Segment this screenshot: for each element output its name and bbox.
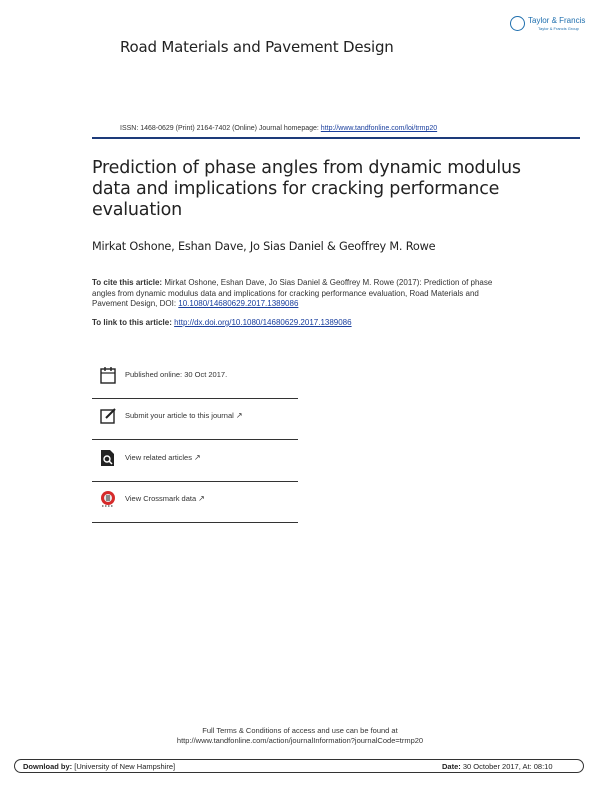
article-link-line xyxy=(92,318,352,327)
external-link-icon: ↗ xyxy=(193,453,201,462)
row-divider xyxy=(92,522,298,523)
citation-label: To cite this article: xyxy=(92,278,163,287)
crossmark-link[interactable]: View Crossmark data ↗ xyxy=(125,494,205,503)
article-authors: Mirkat Oshone, Eshan Dave, Jo Sias Daniel & Geoffrey M. Rowe xyxy=(92,240,436,253)
issn-line xyxy=(120,125,437,132)
footer-line-1: Full Terms & Conditions of access and use can be found at xyxy=(202,726,398,735)
journal-homepage-link[interactable]: http://www.tandfonline.com/loi/trmp20 xyxy=(320,125,438,132)
logo-icon xyxy=(510,16,525,31)
search-document-icon xyxy=(100,449,116,467)
external-link-icon: ↗ xyxy=(235,411,243,420)
footer-terms-link[interactable]: http://www.tandfonline.com/action/journalInformation?journalCode=trmp20 xyxy=(176,736,424,745)
submit-article-row[interactable] xyxy=(100,407,298,437)
row-divider xyxy=(92,439,298,440)
download-date: Date: 30 October 2017, At: 08:10 xyxy=(442,762,553,771)
related-articles-row[interactable] xyxy=(100,449,298,479)
published-row xyxy=(100,366,298,396)
published-text: Published online: 30 Oct 2017. xyxy=(125,370,228,379)
edit-icon xyxy=(100,407,116,425)
footer-terms xyxy=(0,726,600,746)
download-by: Download by: [University of New Hampshire] xyxy=(23,762,176,771)
issn-text: ISSN: 1468-0629 (Print) 2164-7402 (Online) Journal homepage: xyxy=(120,125,321,132)
row-divider xyxy=(92,398,298,399)
journal-title: Road Materials and Pavement Design xyxy=(120,38,394,56)
logo-sub: Taylor & Francis Group xyxy=(538,26,579,31)
download-info-bar xyxy=(14,759,584,773)
related-articles-link[interactable]: View related articles ↗ xyxy=(125,453,201,462)
crossmark-row[interactable] xyxy=(100,490,298,520)
row-divider xyxy=(92,481,298,482)
doi-link[interactable]: 10.1080/14680629.2017.1389086 xyxy=(178,299,299,308)
link-label: To link to this article: xyxy=(92,318,175,327)
article-title: Prediction of phase angles from dynamic modulus data and implications for cracking performance evaluation xyxy=(92,158,521,220)
external-link-icon: ↗ xyxy=(198,494,205,503)
calendar-icon xyxy=(100,366,116,384)
crossmark-icon xyxy=(100,490,116,508)
submit-article-link[interactable]: Submit your article to this journal ↗ xyxy=(125,411,243,420)
publisher-logo xyxy=(510,14,586,36)
citation-text: Mirkat Oshone, Eshan Dave, Jo Sias Daniel & Geoffrey M. Rowe (2017): Prediction of phase angles from dynamic modulus data and implications for cracking performance evaluation, Road Materials and Pavement Design, DOI: xyxy=(92,278,493,308)
article-link[interactable]: http://dx.doi.org/10.1080/14680629.2017.1389086 xyxy=(174,318,352,327)
logo-name: Taylor & Francis xyxy=(528,16,586,25)
citation xyxy=(92,278,512,310)
header-divider xyxy=(92,137,580,139)
